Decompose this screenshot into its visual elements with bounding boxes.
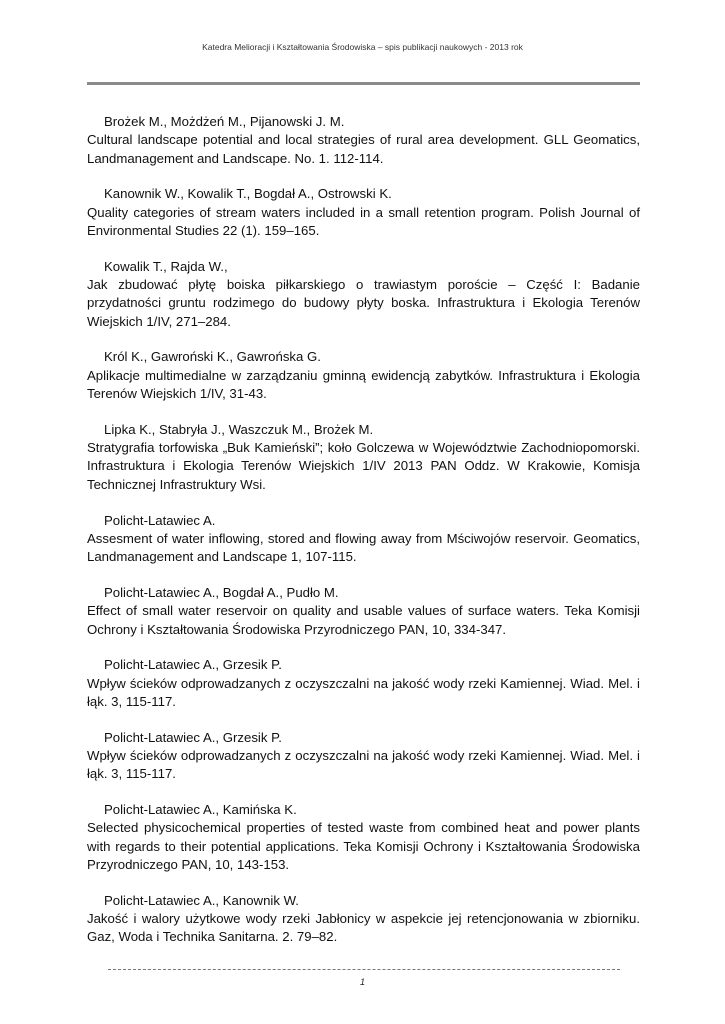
entry-authors: Policht-Latawiec A.: [104, 512, 216, 528]
entry-citation: Quality categories of stream waters included in a small retention program. Polish Journal of Environmental Studies 22 (1). 159–165.: [87, 204, 640, 238]
publication-entry: [87, 512, 640, 567]
entry-citation: Stratygrafia torfowiska „Buk Kamieński”; koło Golczewa w Województwie Zachodniopomorski. Infrastruktura i Ekologia Terenów Wiejskich 1/IV 2013 PAN Oddz. W Krakowie, Komisja Technicznej Infrastruktury Wsi.: [87, 440, 640, 492]
entry-citation: Jakość i walory użytkowe wody rzeki Jabłonicy w aspekcie jej retencjonowania w zbiorniku. Gaz, Woda i Technika Sanitarna. 2. 79–82.: [87, 911, 640, 945]
publication-entry: [87, 584, 640, 639]
publication-entry: [87, 185, 640, 240]
entry-authors: Policht-Latawiec A., Grzesik P.: [104, 657, 282, 673]
publication-entry: [87, 258, 640, 331]
entry-citation: Jak zbudować płytę boiska piłkarskiego o trawiastym poroście – Część I: Badanie przydatności gruntu rodzimego do budowy płyty boska. Infrastruktura i Ekologia Terenów Wiejskich 1/IV, 271–284.: [87, 277, 640, 329]
publication-entry: [87, 729, 640, 784]
entry-authors: Policht-Latawiec A., Kamińska K.: [104, 802, 297, 818]
entry-citation: Effect of small water reservoir on quality and usable values of surface waters. Teka Komisji Ochrony i Kształtowania Środowiska Przyrodniczego PAN, 10, 334-347.: [87, 603, 640, 637]
entry-citation: Selected physicochemical properties of tested waste from combined heat and power plants with regards to their potential applications. Teka Komisji Ochrony i Kształtowania Środowiska Przyrodniczego PAN, 10, 143-153.: [87, 820, 640, 872]
entry-authors: Policht-Latawiec A., Bogdał A., Pudło M.: [104, 584, 339, 600]
footer-divider: [108, 969, 620, 970]
entry-citation: Wpływ ścieków odprowadzanych z oczyszczalni na jakość wody rzeki Kamiennej. Wiad. Mel. i łąk. 3, 115-117.: [87, 675, 640, 709]
entry-citation: Cultural landscape potential and local strategies of rural area development. GLL Geomatics, Landmanagement and Landscape. No. 1. 112-114.: [87, 132, 640, 166]
page-number: 1: [359, 977, 365, 987]
entry-authors: Policht-Latawiec A., Grzesik P.: [104, 729, 282, 745]
publication-entry: [87, 421, 640, 494]
publication-entry: [87, 348, 640, 403]
entry-authors: Kanownik W., Kowalik T., Bogdał A., Ostrowski K.: [104, 186, 392, 202]
publication-entry: [87, 113, 640, 168]
publication-list: [87, 113, 640, 964]
entry-authors: Lipka K., Stabryła J., Waszczuk M., Brożek M.: [104, 421, 374, 437]
entry-authors: Król K., Gawroński K., Gawrońska G.: [104, 349, 321, 365]
entry-authors: Kowalik T., Rajda W.,: [104, 258, 228, 274]
header-divider: [87, 82, 640, 85]
entry-citation: Wpływ ścieków odprowadzanych z oczyszczalni na jakość wody rzeki Kamiennej. Wiad. Mel. i łąk. 3, 115-117.: [87, 748, 640, 782]
entry-authors: Brożek M., Możdżeń M., Pijanowski J. M.: [104, 114, 345, 129]
publication-entry: [87, 801, 640, 874]
publication-entry: [87, 892, 640, 947]
entry-authors: Policht-Latawiec A., Kanownik W.: [104, 892, 299, 908]
page-header: Katedra Melioracji i Kształtowania Środowiska – spis publikacji naukowych - 2013 rok: [202, 42, 523, 52]
publication-entry: [87, 656, 640, 711]
entry-citation: Assesment of water inflowing, stored and flowing away from Mściwojów reservoir. Geomatics, Landmanagement and Landscape 1, 107-115.: [87, 530, 640, 565]
entry-citation: Aplikacje multimedialne w zarządzaniu gminną ewidencją zabytków. Infrastruktura i Ekologia Terenów Wiejskich 1/IV, 31-43.: [87, 367, 640, 402]
